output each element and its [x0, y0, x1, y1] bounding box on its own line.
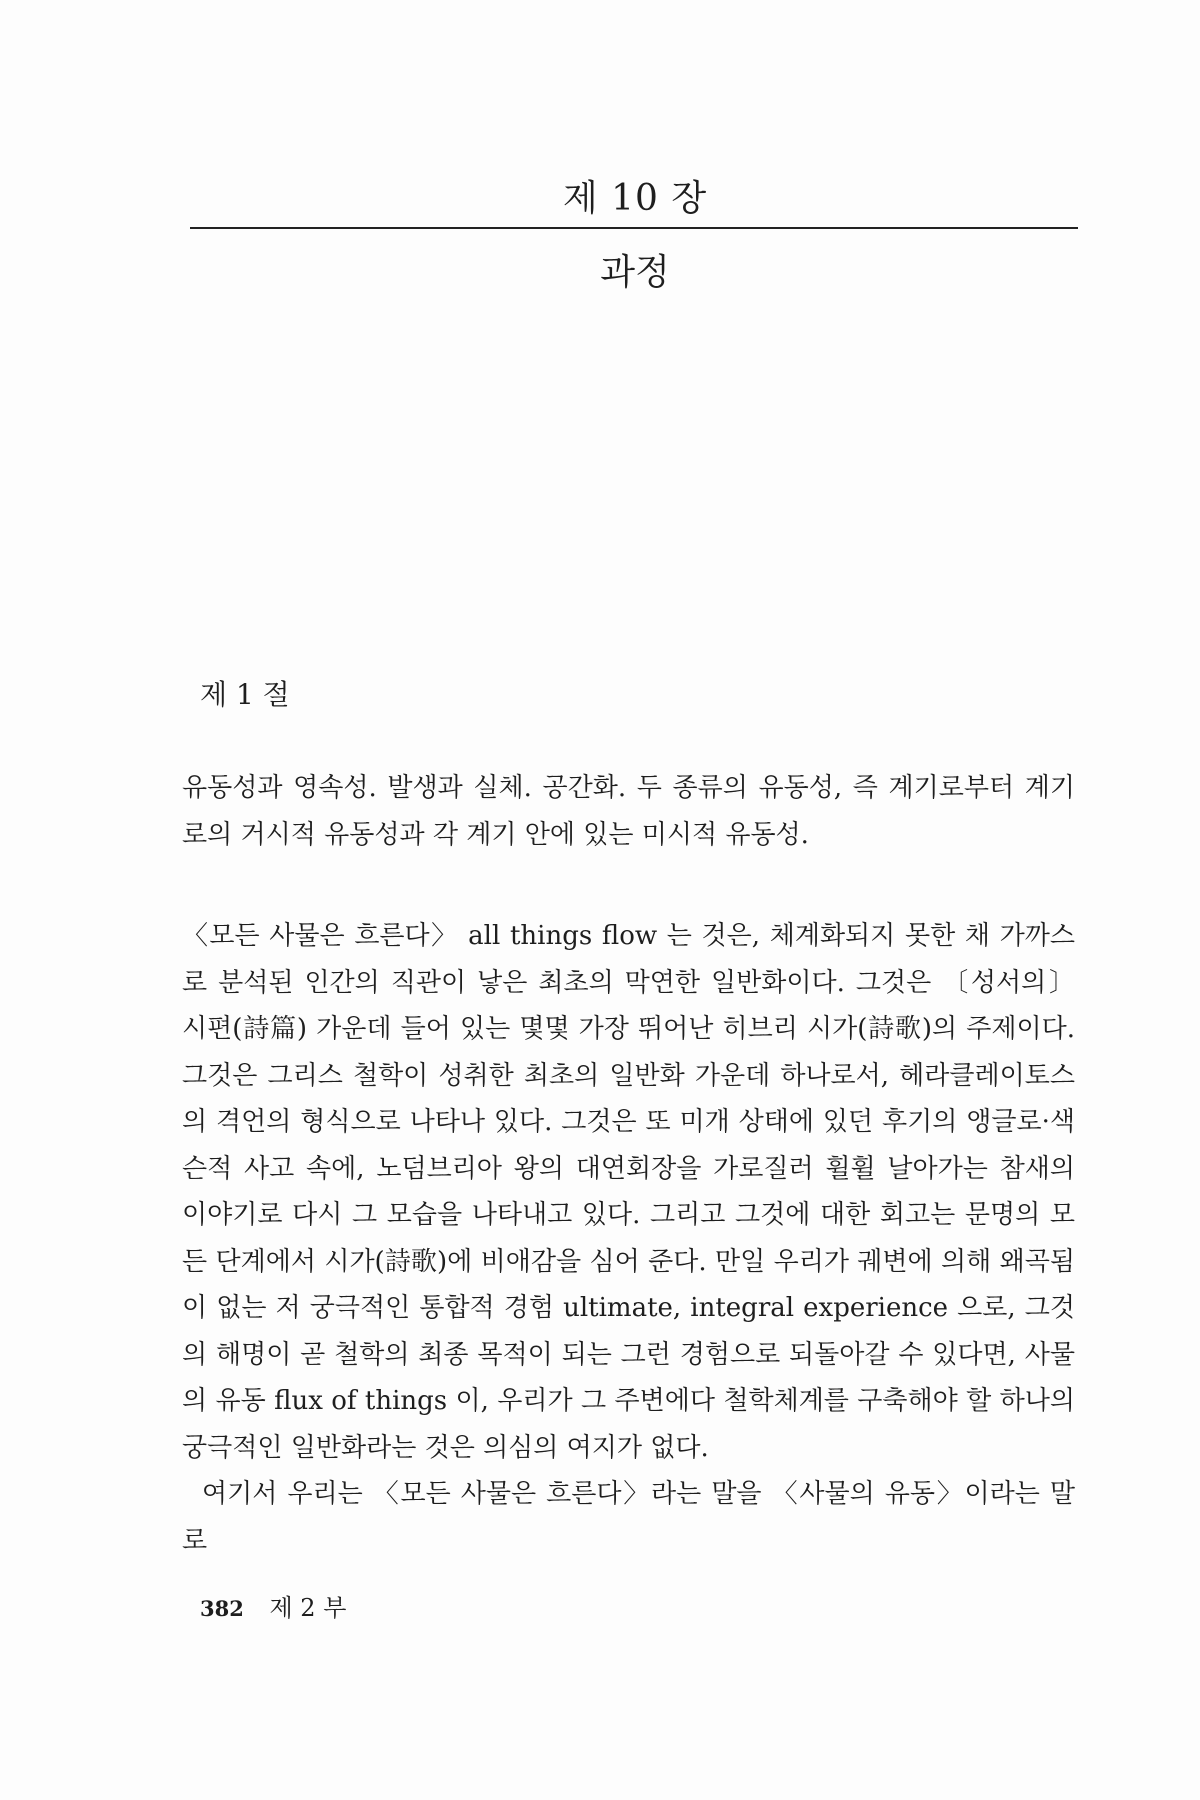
chapter-title: 과정 [600, 252, 670, 293]
body-paragraph: 〈모든 사물은 흐른다〉 all things flow 는 것은, 체계화되지 못한 채 가까스로 분석된 인간의 직관이 낳은 최초의 막연한 일반화이다. 그것은 〔성서의〕 시편(詩篇) 가운데 들어 있는 몇몇 가장 뛰어난 히브리 시가(詩歌)의 주제이다. 그것은 그리스 철학이 성취한 최초의 일반화 가운데 하나로서, 헤라클레이토스의 격언의 형식으로 나타나 있다. 그것은 또 미개 상태에 있던 후기의 앵글로·색슨적 사고 속에, 노덤브리아 왕의 대연회장을 가로질러 휠휠 날아가는 참새의 이야기로 다시 그 모습을 나타내고 있다. 그리고 그것에 대한 회고는 문명의 모든 단계에서 시가(詩歌)에 비애감을 심어 준다. 만일 우리가 궤변에 의해 왜곡됨이 없는 저 궁극적인 통합적 경험 ultimate, integral experience 으로, 그것의 해명이 곧 철학의 최종 목적이 되는 그런 경험으로 되돌아갈 수 있다면, 사물의 유동 flux of things 이, 우리가 그 주변에다 철학체계를 구축해야 할 하나의 궁극적인 일반화라는 것은 의심의 여지가 없다. [182, 921, 1075, 1463]
page-footer [200, 1588, 346, 1623]
page-number: 382 [200, 1596, 244, 1621]
section-heading: 제 1 절 [200, 678, 290, 711]
body-paragraph: 여기서 우리는 〈모든 사물은 흐른다〉라는 말을 〈사물의 유동〉이라는 말로 [182, 1479, 1075, 1556]
part-label: 제 2 부 [269, 1594, 347, 1622]
chapter-number: 제 10 장 [562, 178, 708, 219]
body-text [182, 913, 1075, 1564]
chapter-divider [190, 227, 1078, 229]
section-summary: 유동성과 영속성. 발생과 실체. 공간화. 두 종류의 유동성, 즉 계기로부터 계기로의 거시적 유동성과 각 계기 안에 있는 미시적 유동성. [182, 773, 1075, 850]
